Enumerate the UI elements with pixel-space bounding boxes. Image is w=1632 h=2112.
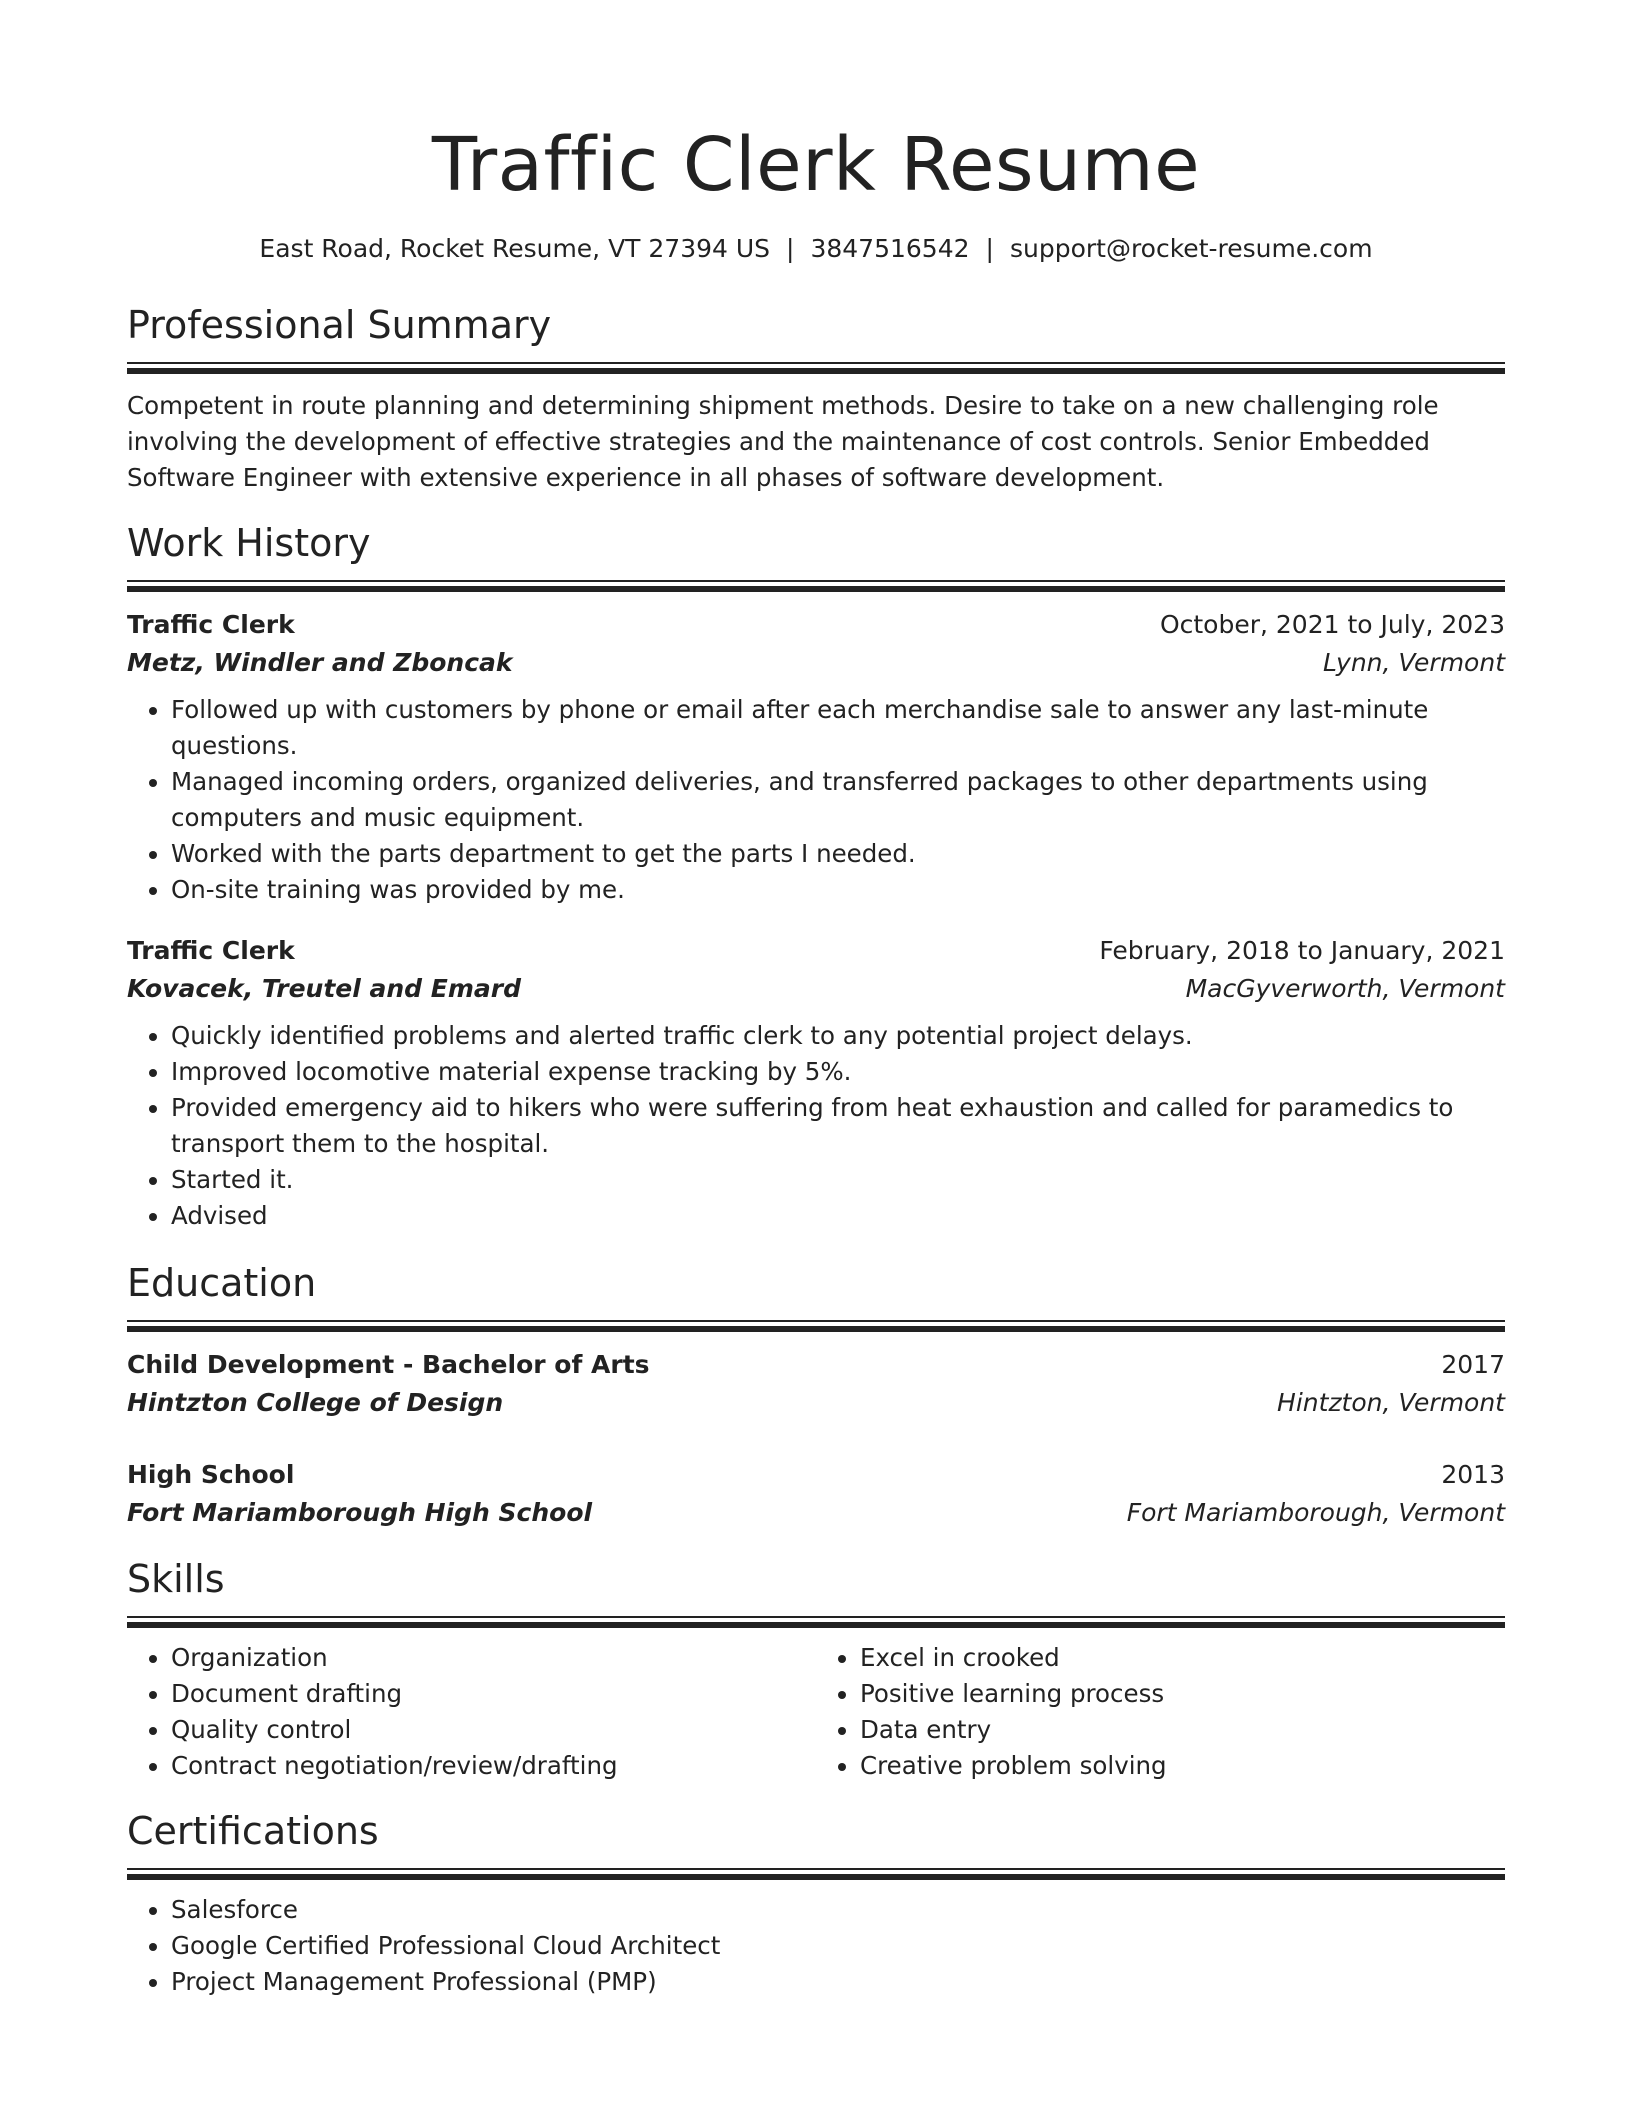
list-item: • Advised: [171, 1198, 1505, 1234]
education-header: [127, 1456, 1505, 1494]
resume-title: Traffic Clerk Resume: [431, 122, 1201, 208]
list-item: • Positive learning process: [860, 1676, 1505, 1712]
section-divider: [127, 580, 1505, 592]
list-item: • Contract negotiation/review/drafting: [171, 1748, 816, 1784]
section-title-education: Education: [127, 1261, 317, 1305]
section-title-work-history: Work History: [127, 521, 371, 565]
job-location: MacGyverworth, Vermont: [1185, 974, 1505, 1003]
job-subheader: [127, 644, 1505, 682]
job-subheader: [127, 970, 1505, 1008]
list-item: • Followed up with customers by phone or email after each merchandise sale to answer any last-minute questions.: [171, 692, 1505, 764]
list-item: • Project Management Professional (PMP): [171, 1964, 1505, 2000]
section-divider: [127, 1868, 1505, 1880]
work-history-section: [127, 518, 1505, 1234]
list-item: • Provided emergency aid to hikers who were suffering from heat exhaustion and called for paramedics to transport them to the hospital.: [171, 1090, 1505, 1162]
contact-address: East Road, Rocket Resume, VT 27394 US: [259, 234, 771, 263]
job-location: Lynn, Vermont: [1322, 648, 1505, 677]
contact-phone: 3847516542: [810, 234, 970, 263]
contact-line: [127, 232, 1505, 266]
list-item: • Started it.: [171, 1162, 1505, 1198]
list-item: • Quality control: [171, 1712, 816, 1748]
education-subheader: [127, 1384, 1505, 1422]
job-dates: October, 2021 to July, 2023: [1159, 610, 1505, 639]
education-year: 2013: [1441, 1460, 1505, 1489]
section-divider: [127, 362, 1505, 374]
education-header: [127, 1346, 1505, 1384]
education-location: Hintzton, Vermont: [1277, 1388, 1505, 1417]
job-company: Kovacek, Treutel and Emard: [127, 974, 522, 1003]
list-item: • Creative problem solving: [860, 1748, 1505, 1784]
list-item: • Managed incoming orders, organized deliveries, and transferred packages to other departments using computers and music equipment.: [171, 764, 1505, 836]
list-item: • Google Certified Professional Cloud Architect: [171, 1928, 1505, 1964]
job-entry: [127, 932, 1505, 1234]
list-item: • Document drafting: [171, 1676, 816, 1712]
job-company: Metz, Windler and Zboncak: [127, 648, 513, 677]
list-item: • Quickly identified problems and alerted traffic clerk to any potential project delays.: [171, 1018, 1505, 1054]
list-item: • On-site training was provided by me.: [171, 872, 1505, 908]
education-entry: [127, 1456, 1505, 1532]
education-degree: Child Development - Bachelor of Arts: [127, 1350, 650, 1379]
certifications-section: [127, 1806, 1505, 2000]
list-item: • Salesforce: [171, 1892, 1505, 1928]
education-degree: High School: [127, 1460, 295, 1489]
job-header: [127, 932, 1505, 970]
job-dates: February, 2018 to January, 2021: [1099, 936, 1505, 965]
contact-separator: |: [786, 234, 795, 263]
list-item: • Excel in crooked: [860, 1640, 1505, 1676]
education-section: [127, 1258, 1505, 1532]
certifications-list: [127, 1892, 1505, 2000]
section-title-skills: Skills: [127, 1557, 225, 1601]
section-title-summary: Professional Summary: [127, 303, 552, 347]
summary-text: Competent in route planning and determining shipment methods. Desire to take on a new challenging role involving the development of effective strategies and the maintenance of cost controls. Senior Embedded Software Engineer with extensive experience in all phases of software development.: [127, 391, 1439, 492]
job-header: [127, 606, 1505, 644]
education-location: Fort Mariamborough, Vermont: [1126, 1498, 1505, 1527]
education-subheader: [127, 1494, 1505, 1532]
section-title-certifications: Certifications: [127, 1809, 379, 1853]
education-year: 2017: [1441, 1350, 1505, 1379]
education-school: Hintzton College of Design: [127, 1388, 504, 1417]
job-title: Traffic Clerk: [127, 610, 295, 639]
skills-section: [127, 1554, 1505, 1784]
job-title: Traffic Clerk: [127, 936, 295, 965]
skills-grid: [127, 1628, 1505, 1784]
education-school: Fort Mariamborough High School: [127, 1498, 593, 1527]
contact-separator: |: [985, 234, 994, 263]
section-divider: [127, 1320, 1505, 1332]
education-entry: [127, 1346, 1505, 1422]
list-item: • Organization: [171, 1640, 816, 1676]
job-bullets: [127, 1018, 1505, 1234]
list-item: • Data entry: [860, 1712, 1505, 1748]
list-item: • Improved locomotive material expense tracking by 5%.: [171, 1054, 1505, 1090]
section-divider: [127, 1616, 1505, 1628]
list-item: • Worked with the parts department to get the parts I needed.: [171, 836, 1505, 872]
summary-section: [127, 300, 1505, 496]
contact-email: support@rocket-resume.com: [1009, 234, 1373, 263]
skills-list-right: [816, 1640, 1505, 1784]
skills-list-left: [127, 1640, 816, 1784]
job-bullets: [127, 692, 1505, 908]
job-entry: [127, 606, 1505, 908]
